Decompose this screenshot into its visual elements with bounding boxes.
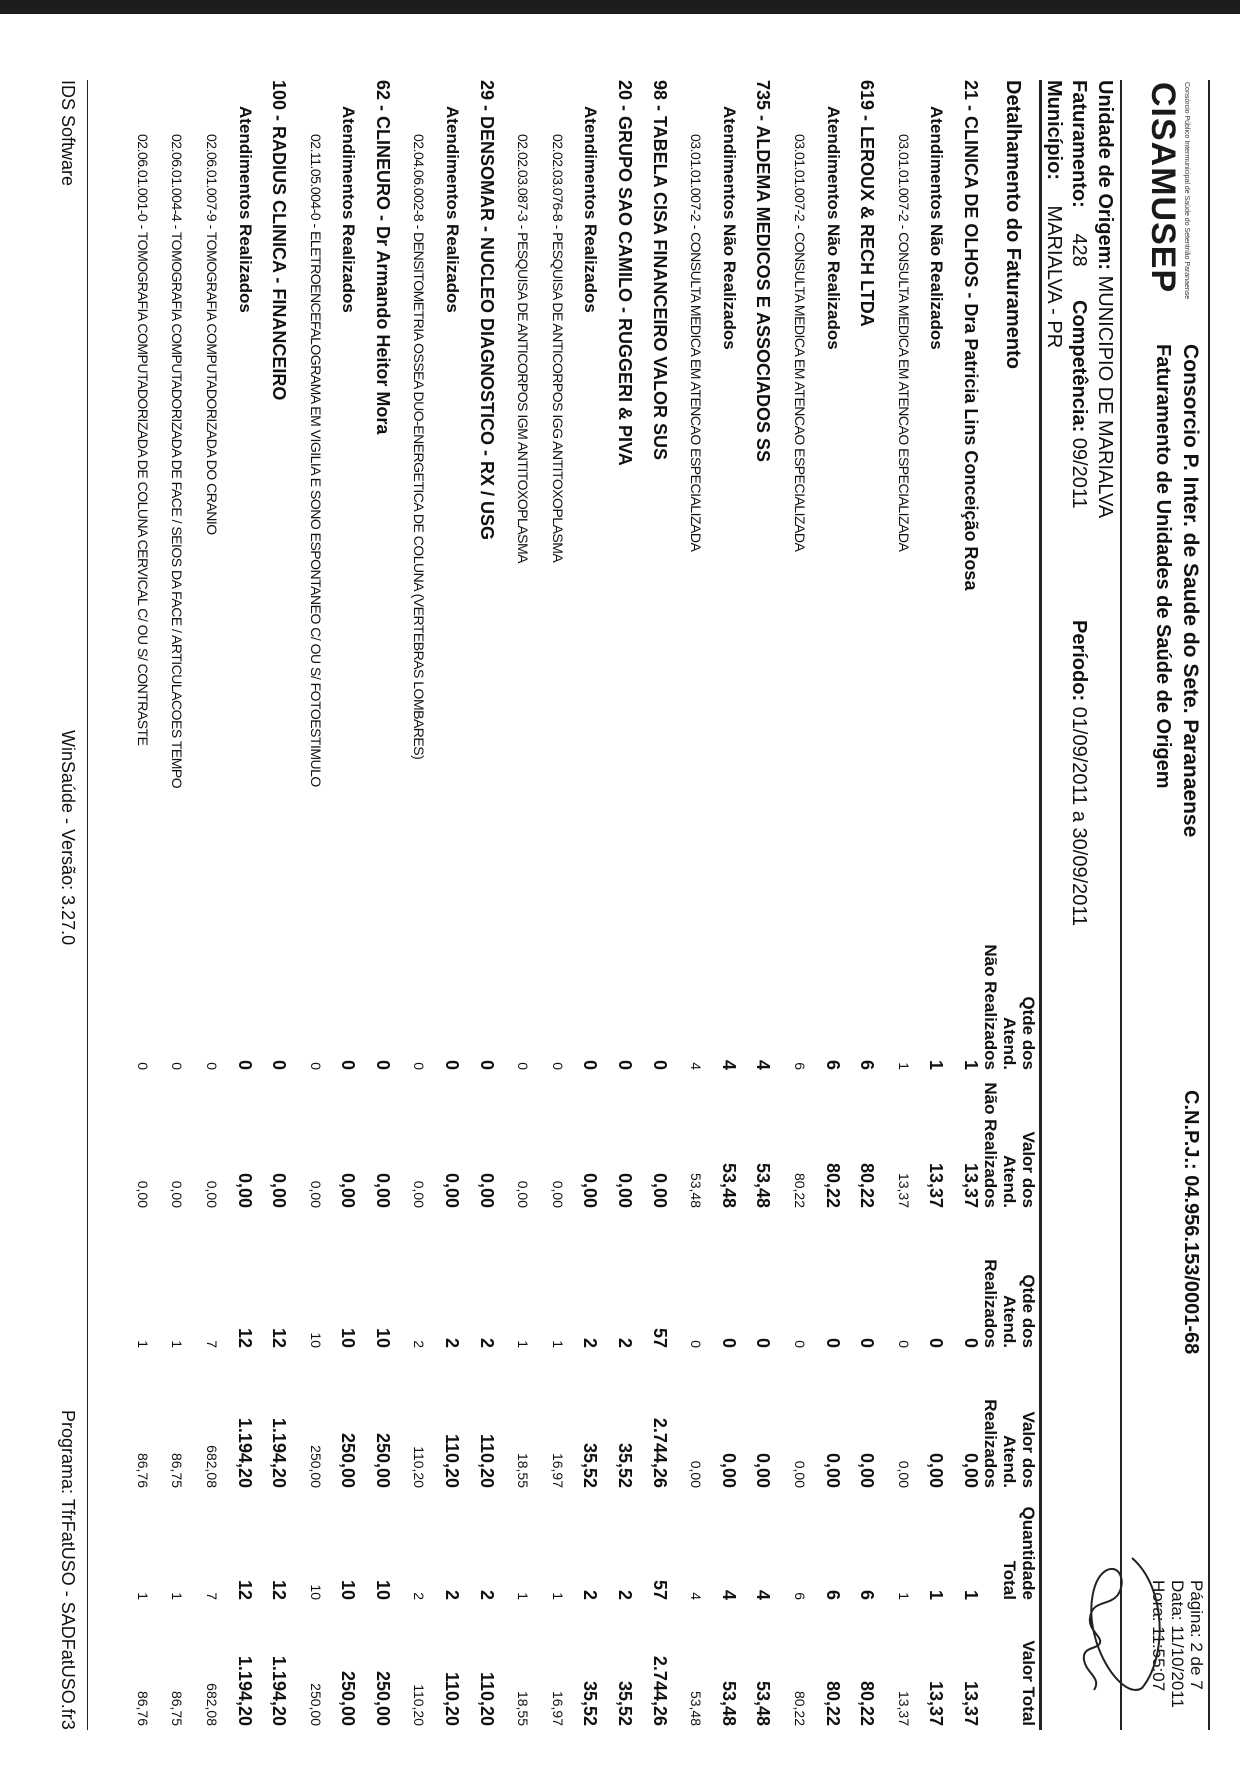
cell-valor-nao-realizados: 13,37 bbox=[895, 1172, 912, 1208]
cell-valor-realizados: 110,20 bbox=[442, 1433, 463, 1488]
municipio-value: MARIALVA - PR bbox=[1043, 205, 1065, 349]
cell-valor-nao-realizados: 13,37 bbox=[926, 1162, 947, 1208]
row-label: Atendimentos Realizados bbox=[339, 106, 359, 313]
unidade-value: MUNICIPIO DE MARIALVA bbox=[1094, 275, 1116, 519]
cell-qtde-realizados: 10 bbox=[372, 1327, 393, 1348]
report-subtitle: Faturamento de Unidades de Saúde de Origem bbox=[1152, 344, 1174, 789]
cell-qtde-realizados: 1 bbox=[549, 1340, 566, 1348]
cell-valor-realizados: 16,97 bbox=[549, 1452, 566, 1488]
competencia bbox=[1067, 300, 1090, 509]
cell-quantidade-total: 6 bbox=[857, 1589, 878, 1600]
provider-row bbox=[746, 20, 781, 1760]
cell-qtde-realizados: 0 bbox=[961, 1337, 981, 1348]
cell-valor-total: 110,20 bbox=[442, 1671, 463, 1726]
cell-qtde-realizados: 10 bbox=[338, 1327, 359, 1348]
cell-valor-nao-realizados: 53,48 bbox=[688, 1172, 705, 1208]
cell-valor-total: 53,48 bbox=[753, 1680, 774, 1726]
cell-valor-nao-realizados: 53,48 bbox=[718, 1162, 739, 1208]
cell-quantidade-total: 6 bbox=[792, 1592, 809, 1600]
row-label: 02.04.06.002-8 - DENSITOMETRIA OSSEA DUO-ENERGETICA DE COLUNA (VERTEBRAS LOMBARES) bbox=[411, 134, 428, 760]
procedure-row bbox=[158, 20, 193, 1760]
row-label: 619 - LEROUX & RECH LTDA bbox=[857, 80, 878, 327]
cell-valor-nao-realizados: 80,22 bbox=[792, 1172, 809, 1208]
faturamento bbox=[1067, 80, 1090, 267]
cell-valor-nao-realizados: 0,00 bbox=[476, 1172, 497, 1208]
cell-valor-realizados: 35,52 bbox=[615, 1442, 636, 1488]
cell-quantidade-total: 7 bbox=[203, 1592, 220, 1600]
municipio bbox=[1042, 80, 1065, 348]
cell-qtde-nao-realizados: 4 bbox=[688, 1062, 705, 1070]
cell-valor-realizados: 0,00 bbox=[822, 1452, 843, 1488]
procedure-row bbox=[884, 20, 919, 1760]
cell-quantidade-total: 1 bbox=[169, 1592, 186, 1600]
cell-qtde-realizados: 0 bbox=[822, 1337, 843, 1348]
footer-program: Programa: TfrFatUSO - SADFatUSO.fr3 bbox=[58, 1410, 78, 1730]
cell-valor-realizados: 35,52 bbox=[580, 1442, 601, 1488]
cell-valor-total: 80,22 bbox=[792, 1690, 809, 1726]
row-label: 02.06.01.004-4 - TOMOGRAFIA COMPUTADORIZADA DE FACE / SEIOS DA FACE / ARTICULACOES TEMPO bbox=[169, 134, 186, 789]
cell-valor-nao-realizados: 0,00 bbox=[234, 1172, 255, 1208]
cell-valor-nao-realizados: 53,48 bbox=[753, 1162, 774, 1208]
cell-qtde-nao-realizados: 1 bbox=[895, 1062, 912, 1070]
faturamento-label: Faturamento: bbox=[1068, 80, 1090, 208]
row-label: Atendimentos Não Realizados bbox=[927, 106, 947, 350]
col-qtde-realizados: Qtde dos Atend. Realizados bbox=[981, 1259, 1038, 1348]
cell-valor-total: 13,37 bbox=[926, 1680, 947, 1726]
cell-quantidade-total: 4 bbox=[753, 1589, 774, 1600]
procedure-row bbox=[504, 20, 539, 1760]
cell-quantidade-total: 1 bbox=[515, 1592, 532, 1600]
footer-version: WinSaúde - Versão: 3.27.0 bbox=[58, 730, 78, 946]
cell-qtde-realizados: 7 bbox=[203, 1340, 220, 1348]
cell-qtde-realizados: 0 bbox=[895, 1340, 912, 1348]
cell-quantidade-total: 1 bbox=[134, 1592, 151, 1600]
row-label: 02.11.05.004-0 - ELETROENCEFALOGRAMA EM VIGILIA E SONO ESPONTANEO C/ OU S/ FOTOESTIMULO bbox=[307, 134, 324, 787]
row-label: Atendimentos Realizados bbox=[235, 106, 255, 313]
cell-quantidade-total: 10 bbox=[338, 1579, 359, 1600]
cell-valor-nao-realizados: 0,00 bbox=[203, 1180, 220, 1208]
cell-valor-total: 53,48 bbox=[688, 1690, 705, 1726]
cell-qtde-nao-realizados: 6 bbox=[857, 1059, 878, 1070]
report-page bbox=[20, 20, 1220, 1760]
cell-valor-realizados: 0,00 bbox=[926, 1452, 947, 1488]
footer-software: IDS Software bbox=[58, 80, 78, 187]
row-label: 02.02.03.076-8 - PESQUISA DE ANTICORPOS IGG ANTITOXOPLASMA bbox=[549, 134, 566, 563]
cell-valor-total: 110,20 bbox=[476, 1671, 497, 1726]
procedure-row bbox=[780, 20, 815, 1760]
cell-valor-realizados: 0,00 bbox=[753, 1452, 774, 1488]
row-label: 03.01.01.007-2 - CONSULTA MEDICA EM ATENCAO ESPECIALIZADA bbox=[688, 134, 705, 552]
cell-valor-nao-realizados: 0,00 bbox=[442, 1172, 463, 1208]
competencia-value: 09/2011 bbox=[1068, 437, 1090, 509]
cell-qtde-nao-realizados: 0 bbox=[234, 1059, 255, 1070]
row-label: 735 - ALDEMA MEDICOS E ASSOCIADOS SS bbox=[753, 80, 774, 463]
cell-qtde-realizados: 0 bbox=[792, 1340, 809, 1348]
cell-quantidade-total: 10 bbox=[307, 1584, 324, 1600]
cell-qtde-nao-realizados: 0 bbox=[411, 1062, 428, 1070]
logo-text: CISAMUSEP bbox=[1144, 82, 1182, 294]
cell-valor-realizados: 0,00 bbox=[688, 1460, 705, 1488]
cell-quantidade-total: 6 bbox=[822, 1589, 843, 1600]
procedure-row bbox=[677, 20, 712, 1760]
cell-qtde-nao-realizados: 0 bbox=[307, 1062, 324, 1070]
cell-qtde-realizados: 57 bbox=[649, 1327, 670, 1348]
cell-valor-realizados: 0,00 bbox=[792, 1460, 809, 1488]
cell-quantidade-total: 1 bbox=[926, 1589, 947, 1600]
page-number: Página: 2 de 7 bbox=[1187, 1580, 1206, 1690]
group-row bbox=[435, 20, 470, 1760]
cell-qtde-realizados: 1 bbox=[134, 1340, 151, 1348]
cell-qtde-nao-realizados: 0 bbox=[549, 1062, 566, 1070]
row-label: 03.01.01.007-2 - CONSULTA MEDICA EM ATENCAO ESPECIALIZADA bbox=[792, 134, 809, 552]
cell-valor-nao-realizados: 0,00 bbox=[134, 1180, 151, 1208]
cell-qtde-nao-realizados: 0 bbox=[476, 1059, 497, 1070]
cell-valor-total: 250,00 bbox=[372, 1670, 393, 1726]
cell-qtde-nao-realizados: 6 bbox=[822, 1059, 843, 1070]
cnpj: C.N.P.J.: 04.956.153/0001-68 bbox=[1180, 1090, 1202, 1355]
cell-quantidade-total: 12 bbox=[234, 1579, 255, 1600]
cell-qtde-realizados: 1 bbox=[169, 1340, 186, 1348]
cell-valor-nao-realizados: 0,00 bbox=[269, 1172, 290, 1208]
report-title: Consorcio P. Inter. de Saude do Sete. Paranaense bbox=[1179, 344, 1202, 838]
cell-qtde-nao-realizados: 6 bbox=[792, 1062, 809, 1070]
cell-qtde-realizados: 0 bbox=[718, 1337, 739, 1348]
col-valor-realizados: Valor dos Atend. Realizados bbox=[981, 1399, 1038, 1488]
cell-qtde-realizados: 10 bbox=[307, 1332, 324, 1348]
row-label: Atendimentos Não Realizados bbox=[823, 106, 843, 350]
col-valor-total: Valor Total bbox=[1019, 1640, 1038, 1726]
cell-quantidade-total: 10 bbox=[372, 1579, 393, 1600]
row-label: 20 - GRUPO SAO CAMILO - RUGGERI & PIVA bbox=[615, 80, 636, 466]
row-label: 21 - CLINICA DE OLHOS - Dra Patricia Lins Conceição Rosa bbox=[961, 80, 981, 591]
col-quantidade-total: Quantidade Total bbox=[1000, 1506, 1038, 1600]
cell-valor-nao-realizados: 0,00 bbox=[649, 1172, 670, 1208]
unidade-origem bbox=[1093, 80, 1116, 518]
cell-valor-nao-realizados: 0,00 bbox=[169, 1180, 186, 1208]
cell-qtde-realizados: 0 bbox=[857, 1337, 878, 1348]
cell-valor-realizados: 0,00 bbox=[718, 1452, 739, 1488]
periodo-label: Período: bbox=[1068, 620, 1090, 702]
row-label: 100 - RADIUS CLINICA - FINANCEIRO bbox=[269, 80, 290, 401]
cell-valor-realizados: 110,20 bbox=[476, 1433, 497, 1488]
procedure-row bbox=[538, 20, 573, 1760]
cell-quantidade-total: 2 bbox=[411, 1592, 428, 1600]
cell-valor-nao-realizados: 80,22 bbox=[822, 1162, 843, 1208]
cell-valor-realizados: 86,76 bbox=[134, 1452, 151, 1488]
cell-valor-nao-realizados: 0,00 bbox=[338, 1172, 359, 1208]
cell-valor-realizados: 1.194,20 bbox=[234, 1417, 255, 1488]
cell-valor-total: 2.744,26 bbox=[649, 1655, 670, 1726]
unidade-label: Unidade de Origem: bbox=[1094, 80, 1116, 271]
header-bottom-rule bbox=[1039, 80, 1042, 1730]
cell-quantidade-total: 1 bbox=[549, 1592, 566, 1600]
cell-valor-realizados: 250,00 bbox=[307, 1445, 324, 1488]
row-label: Atendimentos Realizados bbox=[443, 106, 463, 313]
cell-qtde-nao-realizados: 0 bbox=[442, 1059, 463, 1070]
cell-valor-realizados: 250,00 bbox=[338, 1432, 359, 1488]
cell-qtde-nao-realizados: 0 bbox=[580, 1059, 601, 1070]
cell-quantidade-total: 2 bbox=[615, 1589, 636, 1600]
scan-border bbox=[0, 0, 1240, 14]
provider-row bbox=[469, 20, 504, 1760]
cell-valor-realizados: 0,00 bbox=[857, 1452, 878, 1488]
cell-qtde-nao-realizados: 0 bbox=[269, 1059, 290, 1070]
cell-valor-total: 250,00 bbox=[338, 1670, 359, 1726]
cell-qtde-nao-realizados: 0 bbox=[649, 1059, 670, 1070]
cell-quantidade-total: 2 bbox=[442, 1589, 463, 1600]
group-row bbox=[711, 20, 746, 1760]
cell-valor-realizados: 1.194,20 bbox=[269, 1417, 290, 1488]
row-label: 29 - DENSOMAR - NUCLEO DIAGNOSTICO - RX / USG bbox=[476, 80, 497, 541]
cell-quantidade-total: 4 bbox=[688, 1592, 705, 1600]
cell-qtde-nao-realizados: 0 bbox=[515, 1062, 532, 1070]
periodo bbox=[1067, 620, 1090, 926]
cell-valor-total: 16,97 bbox=[549, 1690, 566, 1726]
group-row bbox=[227, 20, 262, 1760]
cell-valor-total: 1.194,20 bbox=[269, 1655, 290, 1726]
col-valor-nao-realizados: Valor dos Atend. Não Realizados bbox=[981, 1082, 1038, 1208]
cell-qtde-realizados: 2 bbox=[476, 1337, 497, 1348]
faturamento-value: 428 bbox=[1068, 233, 1090, 267]
cell-valor-total: 86,76 bbox=[134, 1690, 151, 1726]
row-label: 03.01.01.007-2 - CONSULTA MEDICA EM ATENCAO ESPECIALIZADA bbox=[895, 134, 912, 552]
cell-valor-nao-realizados: 80,22 bbox=[857, 1162, 878, 1208]
cell-qtde-realizados: 0 bbox=[753, 1337, 774, 1348]
cell-valor-total: 250,00 bbox=[307, 1683, 324, 1726]
cell-quantidade-total: 1 bbox=[895, 1592, 912, 1600]
cell-valor-total: 80,22 bbox=[822, 1680, 843, 1726]
provider-row bbox=[642, 20, 677, 1760]
group-row bbox=[919, 20, 954, 1760]
cell-qtde-realizados: 2 bbox=[580, 1337, 601, 1348]
group-row bbox=[331, 20, 366, 1760]
procedure-row bbox=[400, 20, 435, 1760]
row-label: 02.06.01.007-9 - TOMOGRAFIA COMPUTADORIZADA DO CRANIO bbox=[203, 134, 220, 535]
cell-valor-realizados: 250,00 bbox=[372, 1432, 393, 1488]
section-title: Detalhamento do Faturamento bbox=[1002, 80, 1024, 369]
report-date: Data: 11/10/2011 bbox=[1168, 1580, 1187, 1708]
cell-valor-realizados: 2.744,26 bbox=[649, 1417, 670, 1488]
cell-valor-total: 35,52 bbox=[580, 1680, 601, 1726]
provider-row bbox=[262, 20, 297, 1760]
provider-row bbox=[365, 20, 400, 1760]
cell-valor-total: 18,55 bbox=[515, 1690, 532, 1726]
cell-qtde-nao-realizados: 4 bbox=[718, 1059, 739, 1070]
row-label: 62 - CLINEURO - Dr Armando Heitor Mora bbox=[372, 80, 393, 435]
cell-valor-total: 53,48 bbox=[718, 1680, 739, 1726]
cell-qtde-realizados: 1 bbox=[515, 1340, 532, 1348]
header-mid-rule bbox=[1120, 80, 1122, 1730]
cell-qtde-nao-realizados: 0 bbox=[615, 1059, 636, 1070]
cell-valor-nao-realizados: 0,00 bbox=[307, 1180, 324, 1208]
col-qtde-nao-realizados: Qtde dos Atend. Não Realizados bbox=[981, 944, 1038, 1070]
cell-quantidade-total: 12 bbox=[269, 1579, 290, 1600]
header-top-rule bbox=[1208, 80, 1210, 1730]
periodo-value: 01/09/2011 a 30/09/2011 bbox=[1068, 706, 1090, 927]
cell-qtde-nao-realizados: 1 bbox=[926, 1059, 947, 1070]
cell-valor-total: 86,75 bbox=[169, 1690, 186, 1726]
cell-qtde-realizados: 0 bbox=[926, 1337, 947, 1348]
cell-qtde-realizados: 2 bbox=[411, 1340, 428, 1348]
cell-qtde-nao-realizados: 1 bbox=[961, 1059, 981, 1070]
cell-valor-total: 13,37 bbox=[895, 1690, 912, 1726]
group-row bbox=[815, 20, 850, 1760]
cell-qtde-realizados: 12 bbox=[269, 1327, 290, 1348]
municipio-label: Município: bbox=[1043, 80, 1065, 180]
cell-valor-total: 80,22 bbox=[857, 1680, 878, 1726]
cell-valor-nao-realizados: 0,00 bbox=[411, 1180, 428, 1208]
cell-valor-nao-realizados: 0,00 bbox=[615, 1172, 636, 1208]
cell-valor-nao-realizados: 0,00 bbox=[515, 1180, 532, 1208]
procedure-row bbox=[296, 20, 331, 1760]
cell-valor-total: 1.194,20 bbox=[234, 1655, 255, 1726]
cell-qtde-nao-realizados: 0 bbox=[169, 1062, 186, 1070]
group-row bbox=[573, 20, 608, 1760]
provider-row bbox=[953, 20, 988, 1760]
cell-qtde-realizados: 12 bbox=[234, 1327, 255, 1348]
cell-quantidade-total: 2 bbox=[476, 1589, 497, 1600]
logo bbox=[1138, 82, 1190, 322]
provider-row bbox=[850, 20, 885, 1760]
cell-qtde-nao-realizados: 0 bbox=[338, 1059, 359, 1070]
cell-qtde-realizados: 0 bbox=[688, 1340, 705, 1348]
competencia-label: Competência: bbox=[1068, 300, 1090, 433]
cell-valor-total: 35,52 bbox=[615, 1680, 636, 1726]
cell-qtde-nao-realizados: 0 bbox=[372, 1059, 393, 1070]
row-label: 02.02.03.087-3 - PESQUISA DE ANTICORPOS IGM ANTITOXOPLASMA bbox=[515, 134, 532, 564]
cell-valor-realizados: 86,75 bbox=[169, 1452, 186, 1488]
cell-qtde-nao-realizados: 0 bbox=[134, 1062, 151, 1070]
cell-valor-realizados: 110,20 bbox=[411, 1446, 428, 1488]
row-label: 02.06.01.001-0 - TOMOGRAFIA COMPUTADORIZADA DE COLUNA CERVICAL C/ OU S/ CONTRASTE bbox=[134, 134, 151, 746]
cell-qtde-realizados: 2 bbox=[615, 1337, 636, 1348]
procedure-row bbox=[192, 20, 227, 1760]
row-label: Atendimentos Não Realizados bbox=[719, 106, 739, 350]
cell-valor-nao-realizados: 0,00 bbox=[372, 1172, 393, 1208]
cell-valor-realizados: 0,00 bbox=[961, 1452, 981, 1488]
row-label: 98 - TABELA CISA FINANCEIRO VALOR SUS bbox=[649, 80, 670, 461]
cell-quantidade-total: 2 bbox=[580, 1589, 601, 1600]
handwritten-signature bbox=[1062, 1548, 1172, 1698]
cell-valor-nao-realizados: 0,00 bbox=[580, 1172, 601, 1208]
detail-table bbox=[123, 20, 988, 1760]
cell-qtde-nao-realizados: 4 bbox=[753, 1059, 774, 1070]
cell-valor-realizados: 18,55 bbox=[515, 1452, 532, 1488]
provider-row bbox=[607, 20, 642, 1760]
row-label: Atendimentos Realizados bbox=[581, 106, 601, 313]
cell-valor-total: 682,08 bbox=[203, 1683, 220, 1726]
procedure-row bbox=[123, 20, 158, 1760]
cell-quantidade-total: 4 bbox=[718, 1589, 739, 1600]
cell-valor-realizados: 682,08 bbox=[203, 1445, 220, 1488]
report-time: Hora: 11:55:07 bbox=[1149, 1580, 1168, 1692]
cell-quantidade-total: 57 bbox=[649, 1579, 670, 1600]
cell-valor-nao-realizados: 13,37 bbox=[961, 1162, 981, 1208]
cell-qtde-nao-realizados: 0 bbox=[203, 1062, 220, 1070]
footer-rule bbox=[87, 80, 88, 1730]
cell-valor-realizados: 0,00 bbox=[895, 1460, 912, 1488]
logo-subtitle: Consórcio Público Intermunicipal de Saúde do Setentrião Paranaense bbox=[1183, 82, 1190, 300]
cell-valor-nao-realizados: 0,00 bbox=[549, 1180, 566, 1208]
cell-valor-total: 110,20 bbox=[411, 1684, 428, 1726]
cell-quantidade-total: 1 bbox=[961, 1589, 981, 1600]
cell-valor-total: 13,37 bbox=[961, 1680, 981, 1726]
cell-qtde-realizados: 2 bbox=[442, 1337, 463, 1348]
